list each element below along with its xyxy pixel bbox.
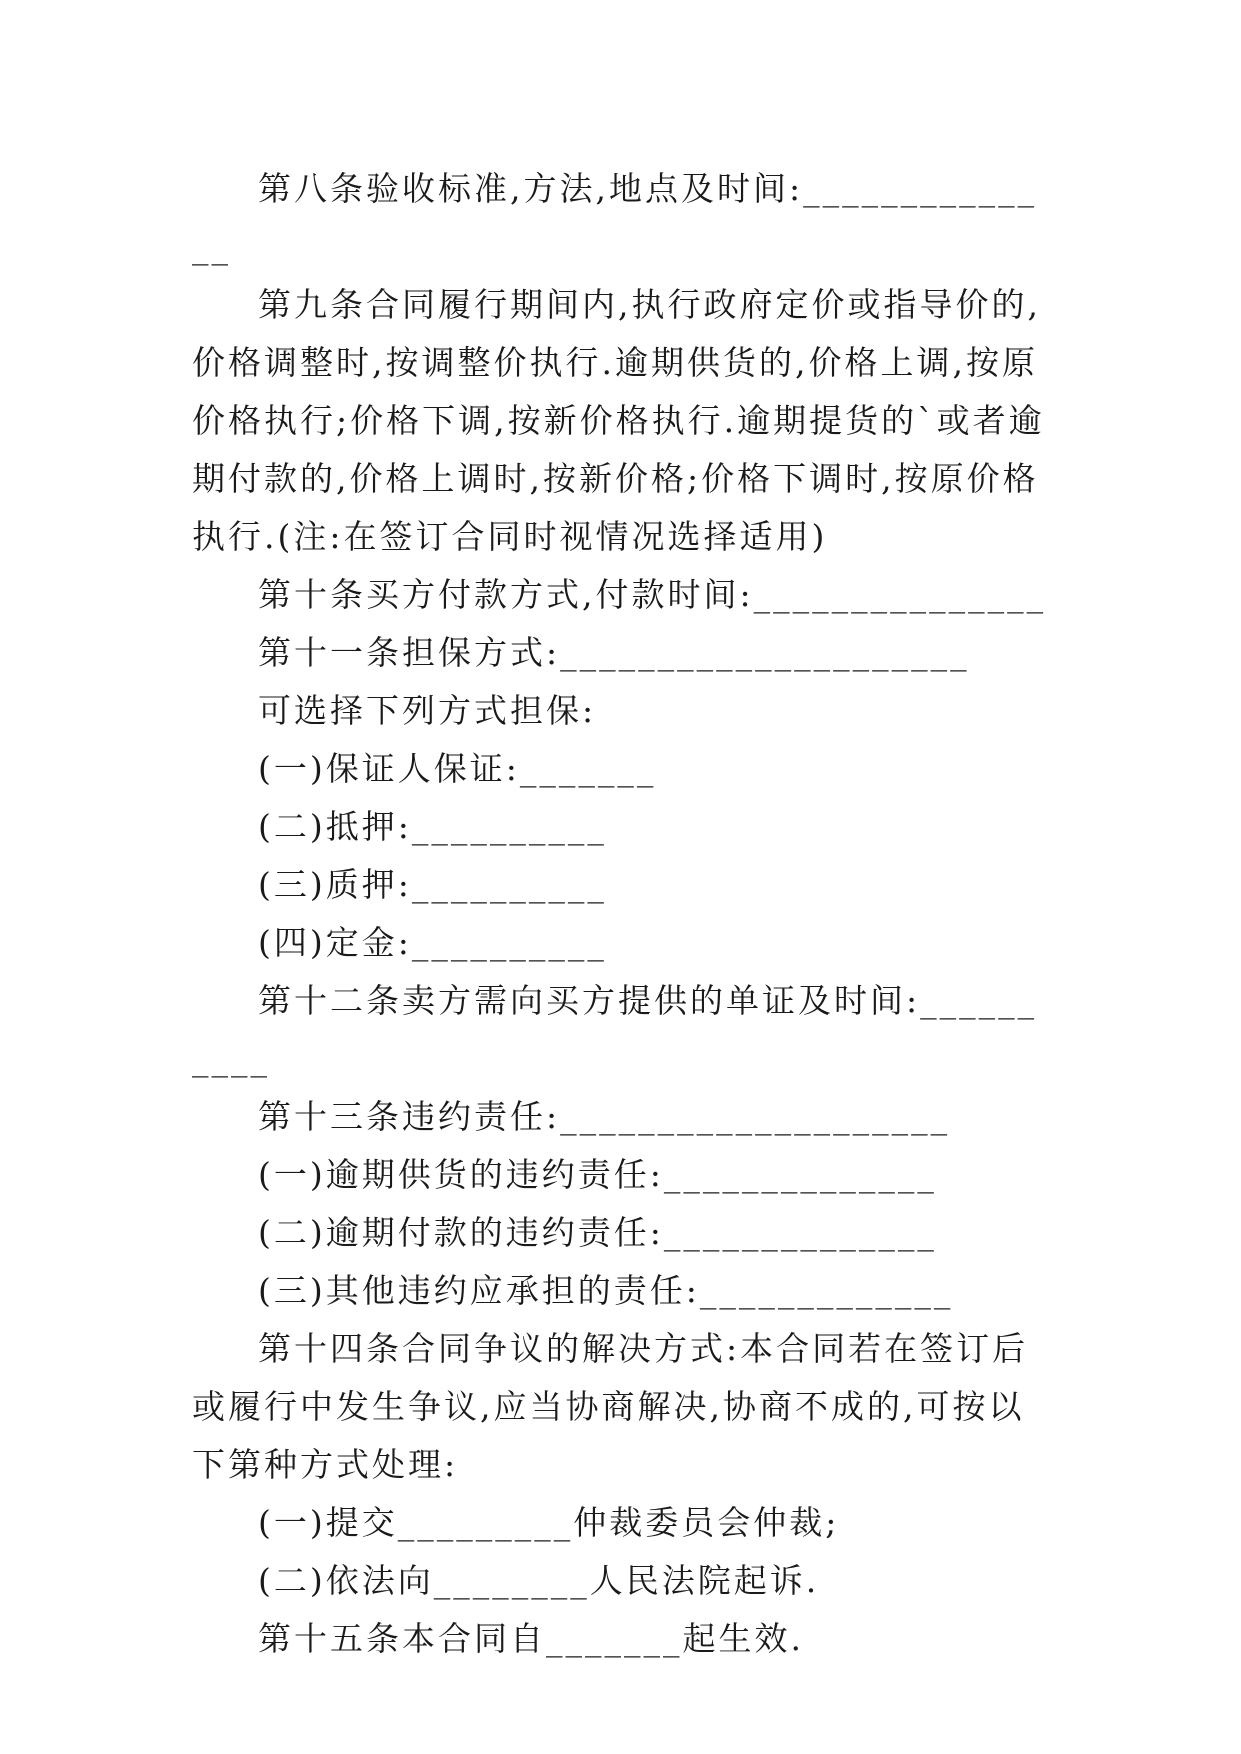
document-page [192, 160, 1052, 1668]
clause-15-effective: 第十五条本合同自_______起生效. [258, 1619, 804, 1658]
dispute-option-1: (一)提交_________仲裁委员会仲裁; [258, 1503, 840, 1542]
clause-14-dispute: 第十四条合同争议的解决方式:本合同若在签订后或履行中发生争议,应当协商解决,协商不成的,可按以下第种方式处理: [192, 1329, 1029, 1484]
liability-item-1: (一)逾期供货的违约责任:______________ [258, 1155, 937, 1194]
clause-11-guarantee: 第十一条担保方式:_____________________ [258, 633, 970, 672]
liability-item-3: (三)其他违约应承担的责任:_____________ [258, 1271, 954, 1310]
guarantee-options-intro: 可选择下列方式担保: [258, 691, 597, 730]
liability-item-2: (二)逾期付款的违约责任:______________ [258, 1213, 937, 1252]
clause-10-payment: 第十条买方付款方式,付款时间:_______________ [258, 575, 1047, 614]
clause-13-liability: 第十三条违约责任:____________________ [258, 1097, 951, 1136]
guarantee-option-1: (一)保证人保证:_______ [258, 749, 657, 788]
guarantee-option-4: (四)定金:__________ [258, 923, 607, 962]
clause-8-acceptance: 第八条验收标准,方法,地点及时间:______________ [192, 169, 1038, 266]
guarantee-option-2: (二)抵押:__________ [258, 807, 607, 846]
dispute-option-2: (二)依法向________人民法院起诉. [258, 1561, 820, 1600]
guarantee-option-3: (三)质押:__________ [258, 865, 607, 904]
clause-12-documents: 第十二条卖方需向买方提供的单证及时间:__________ [192, 981, 1038, 1078]
clause-9-price-adjustment: 第九条合同履行期间内,执行政府定价或指导价的,价格调整时,按调整价执行.逾期供货的,价格上调,按原价格执行;价格下调,按新价格执行.逾期提货的`或者逾期付款的,价格上调时,按新价格;价格下调时,按原价格执行.(注:在签订合同时视情况选择适用) [192, 285, 1045, 556]
